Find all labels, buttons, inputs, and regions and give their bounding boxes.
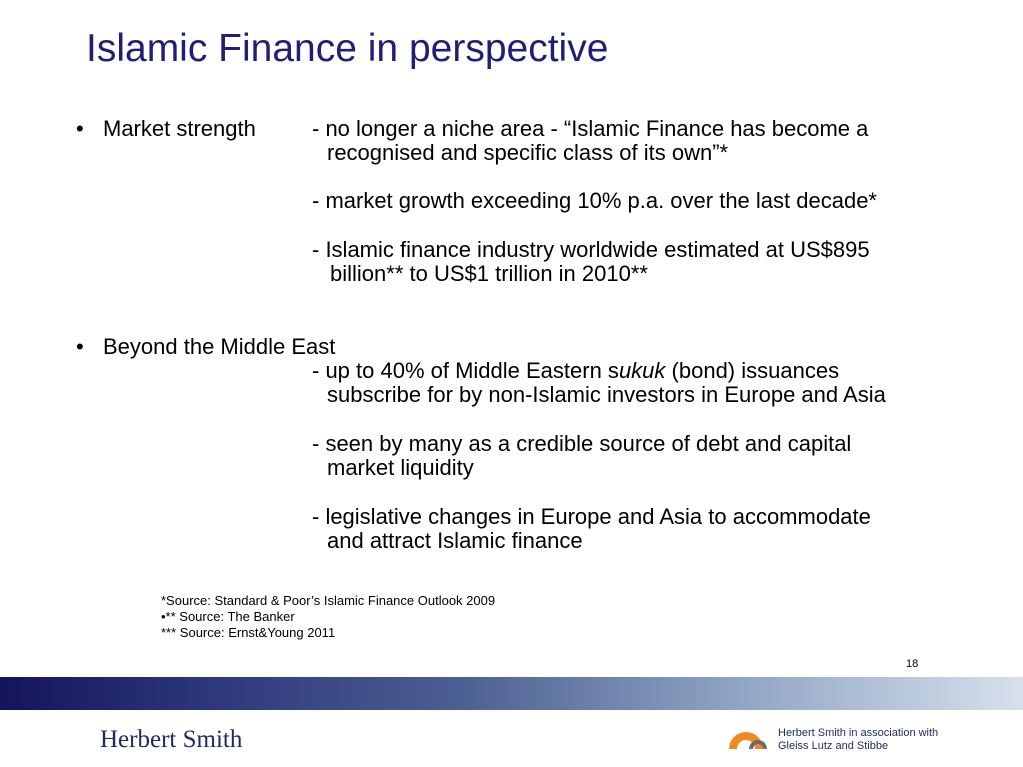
association-text: [778, 727, 938, 753]
bullet-dot: •: [76, 116, 84, 141]
footer-gradient-band: [0, 677, 1023, 710]
association-line-1: Herbert Smith in association with: [778, 727, 939, 739]
bullet-heading-market-strength: Market strength: [103, 116, 256, 141]
market-strength-point-3-line-2: billion** to US$1 trillion in 2010**: [330, 261, 648, 286]
footnote-banker-source: •** Source: The Banker: [161, 609, 295, 624]
sukuk-italic-term: ukuk: [618, 358, 666, 383]
point-1-text-start: - up to 40% of Middle Eastern s: [312, 358, 619, 383]
bullet-heading-beyond-middle-east: Beyond the Middle East: [103, 334, 336, 359]
bullet-dot: •: [76, 334, 84, 359]
beyond-middle-east-point-1-line-2: subscribe for by non-Islamic investors in Europe and Asia: [327, 382, 886, 407]
beyond-middle-east-point-2-line-2: market liquidity: [327, 455, 474, 480]
association-arc-logo-icon: [727, 728, 769, 750]
market-strength-point-1-line-1: - no longer a niche area - “Islamic Finance has become a: [312, 116, 869, 141]
footnote-ey-source: *** Source: Ernst&Young 2011: [161, 625, 336, 640]
herbert-smith-logo: Herbert Smith: [100, 726, 243, 753]
beyond-middle-east-point-3-line-1: - legislative changes in Europe and Asia to accommodate: [312, 504, 871, 529]
beyond-middle-east-point-3-line-2: and attract Islamic finance: [327, 528, 583, 553]
market-strength-point-2: - market growth exceeding 10% p.a. over the last decade*: [312, 188, 877, 213]
market-strength-point-3-line-1: - Islamic finance industry worldwide estimated at US$895: [312, 237, 870, 262]
page-number: 18: [906, 658, 919, 670]
association-line-2: Gleiss Lutz and Stibbe: [778, 740, 889, 752]
point-1-text-end: (bond) issuances: [665, 358, 840, 383]
market-strength-point-1-line-2: recognised and specific class of its own”*: [327, 140, 729, 165]
beyond-middle-east-point-1-line-1: [312, 359, 839, 383]
slide-title: Islamic Finance in perspective: [86, 27, 609, 70]
footnote-sp-source: *Source: Standard & Poor’s Islamic Finance Outlook 2009: [161, 593, 496, 608]
beyond-middle-east-point-2-line-1: - seen by many as a credible source of debt and capital: [312, 431, 852, 456]
